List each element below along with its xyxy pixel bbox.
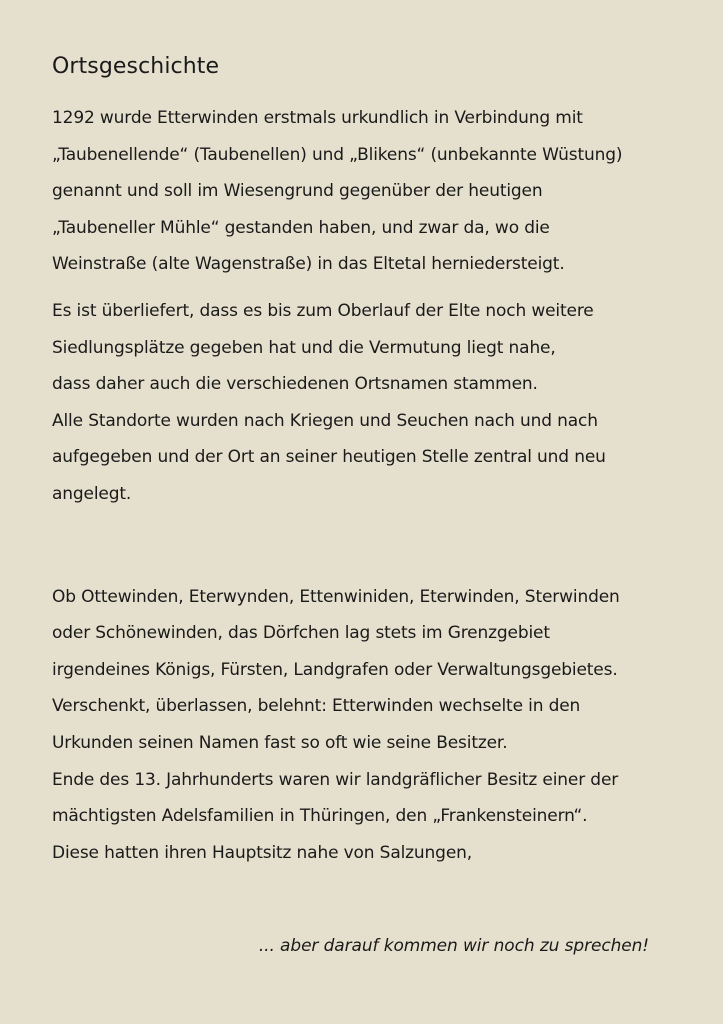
paragraph-line: Es ist überliefert, dass es bis zum Oberlauf der Elte noch weitere bbox=[52, 300, 594, 321]
paragraph-line: dass daher auch die verschiedenen Ortsnamen stammen. bbox=[52, 374, 538, 395]
paragraph-line: Ob Ottewinden, Eterwynden, Ettenwiniden, Eterwinden, Sterwinden bbox=[52, 586, 620, 607]
paragraph-line: Alle Standorte wurden nach Kriegen und Seuchen nach und nach bbox=[52, 410, 598, 431]
paragraph-line: Ende des 13. Jahrhunderts waren wir landgräflicher Besitz einer der bbox=[52, 769, 619, 790]
paragraph-line: Verschenkt, überlassen, belehnt: Etterwinden wechselte in den bbox=[52, 696, 581, 717]
paragraph-line: oder Schönewinden, das Dörfchen lag stets im Grenzgebiet bbox=[52, 623, 550, 644]
paragraph-line: irgendeines Königs, Fürsten, Landgrafen oder Verwaltungsgebietes. bbox=[52, 659, 618, 680]
paragraph-line: „Taubenellende“ (Taubenellen) und „Blikens“ (unbekannte Wüstung) bbox=[52, 144, 623, 165]
paragraph-line: „Taubeneller Mühle“ gestanden haben, und zwar da, wo die bbox=[52, 217, 550, 238]
paragraph-line: Siedlungsplätze gegeben hat und die Vermutung liegt nahe, bbox=[52, 337, 556, 358]
paragraph-line: mächtigsten Adelsfamilien in Thüringen, den „Frankensteinern“. bbox=[52, 806, 588, 827]
paragraph-spacer bbox=[52, 513, 683, 579]
paragraph-line: aufgegeben und der Ort an seiner heutigen Stelle zentral und neu bbox=[52, 447, 606, 468]
paragraph-line: Weinstraße (alte Wagenstraße) in das Eltetal herniedersteigt. bbox=[52, 254, 565, 275]
paragraph-names bbox=[52, 579, 683, 872]
paragraph-line: genannt und soll im Wiesengrund gegenüber der heutigen bbox=[52, 181, 543, 202]
paragraph-line: angelegt. bbox=[52, 483, 132, 504]
paragraph-first-mention bbox=[52, 100, 683, 283]
paragraph-line: Urkunden seinen Namen fast so oft wie seine Besitzer. bbox=[52, 732, 508, 753]
closing-remark: ... aber darauf kommen wir noch zu sprechen! bbox=[258, 936, 649, 956]
paragraph-line: 1292 wurde Etterwinden erstmals urkundlich in Verbindung mit bbox=[52, 108, 583, 128]
paragraph-line: Diese hatten ihren Hauptsitz nahe von Salzungen, bbox=[52, 842, 473, 863]
page-title: Ortsgeschichte bbox=[52, 54, 220, 79]
paragraph-settlements bbox=[52, 293, 683, 513]
